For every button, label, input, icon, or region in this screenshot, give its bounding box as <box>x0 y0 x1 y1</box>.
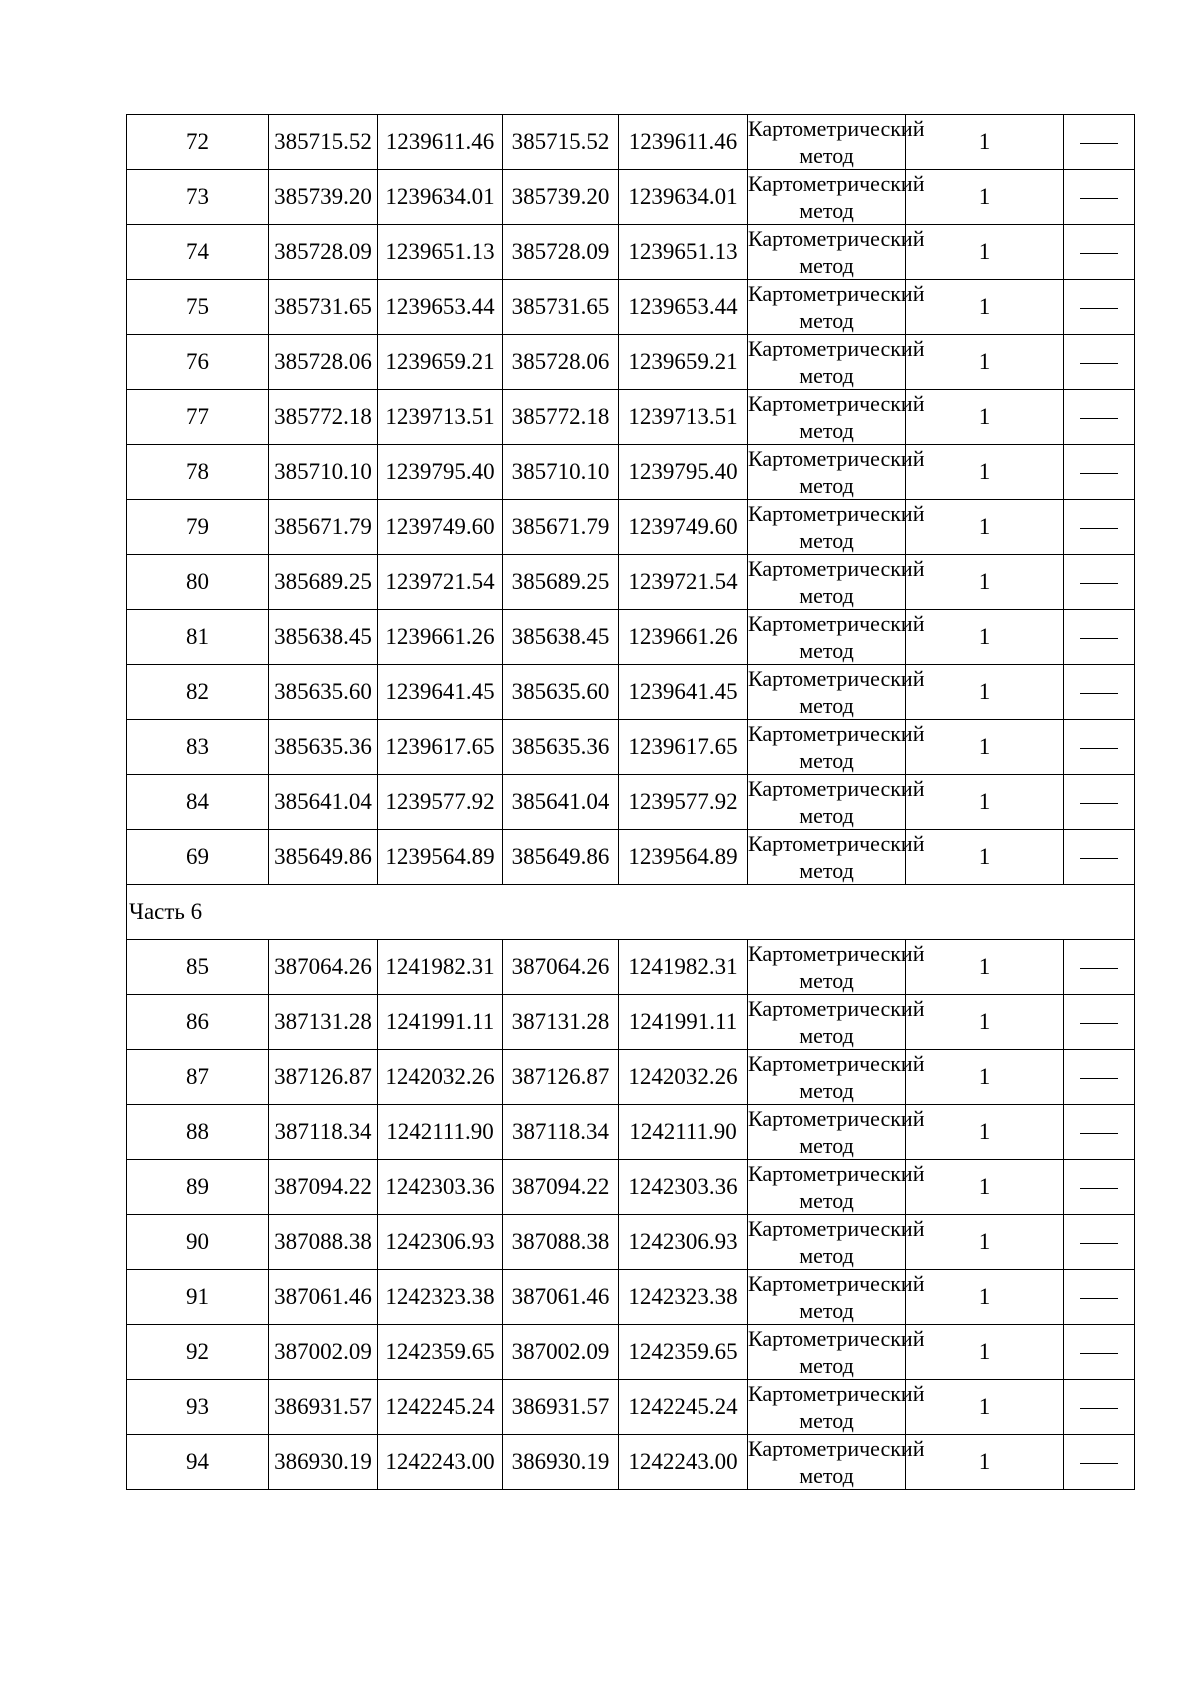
accuracy-cell: 1 <box>906 555 1064 610</box>
table-row <box>127 830 1135 885</box>
accuracy-cell: 1 <box>906 995 1064 1050</box>
accuracy-cell: 1 <box>906 1105 1064 1160</box>
note-cell <box>1064 995 1135 1050</box>
dash-mark <box>1080 1298 1118 1299</box>
accuracy-cell: 1 <box>906 115 1064 170</box>
coordinates-table <box>126 114 1135 1490</box>
note-cell <box>1064 335 1135 390</box>
method-cell: Картометрический метод <box>748 281 925 333</box>
note-cell <box>1064 830 1135 885</box>
note-cell <box>1064 1105 1135 1160</box>
accuracy-cell: 1 <box>906 940 1064 995</box>
accuracy-cell: 1 <box>906 170 1064 225</box>
point-number-cell: 93 <box>127 1380 269 1435</box>
dash-mark <box>1080 198 1118 199</box>
y-refined-cell: 1239611.46 <box>619 115 748 170</box>
point-number-cell: 85 <box>127 940 269 995</box>
x-existing-cell: 385715.52 <box>269 115 378 170</box>
x-existing-cell: 387126.87 <box>269 1050 378 1105</box>
table-row <box>127 170 1135 225</box>
method-cell: Картометрический метод <box>748 556 925 608</box>
y-existing-cell: 1239653.44 <box>378 280 503 335</box>
note-cell <box>1064 555 1135 610</box>
y-refined-cell: 1239659.21 <box>619 335 748 390</box>
y-existing-cell: 1242303.36 <box>378 1160 503 1215</box>
section-label: Часть 6 <box>127 885 1135 940</box>
point-number-cell: 73 <box>127 170 269 225</box>
x-refined-cell: 387064.26 <box>503 940 619 995</box>
x-existing-cell: 387088.38 <box>269 1215 378 1270</box>
point-number-cell: 83 <box>127 720 269 775</box>
x-refined-cell: 387002.09 <box>503 1325 619 1380</box>
point-number-cell: 91 <box>127 1270 269 1325</box>
method-cell: Картометрический метод <box>748 226 925 278</box>
accuracy-cell: 1 <box>906 335 1064 390</box>
accuracy-cell: 1 <box>906 665 1064 720</box>
dash-mark <box>1080 693 1118 694</box>
x-refined-cell: 386931.57 <box>503 1380 619 1435</box>
method-cell: Картометрический метод <box>748 1271 925 1323</box>
x-existing-cell: 385641.04 <box>269 775 378 830</box>
table-row <box>127 775 1135 830</box>
point-number-cell: 94 <box>127 1435 269 1490</box>
table-row <box>127 555 1135 610</box>
table-row <box>127 1050 1135 1105</box>
y-existing-cell: 1239651.13 <box>378 225 503 280</box>
x-existing-cell: 385710.10 <box>269 445 378 500</box>
accuracy-cell: 1 <box>906 610 1064 665</box>
method-cell: Картометрический метод <box>748 776 925 828</box>
dash-mark <box>1080 1353 1118 1354</box>
method-cell: Картометрический метод <box>748 1106 925 1158</box>
table-row <box>127 940 1135 995</box>
x-existing-cell: 387064.26 <box>269 940 378 995</box>
table-row <box>127 335 1135 390</box>
x-refined-cell: 385728.06 <box>503 335 619 390</box>
method-cell: Картометрический метод <box>748 446 925 498</box>
y-existing-cell: 1239661.26 <box>378 610 503 665</box>
y-refined-cell: 1242243.00 <box>619 1435 748 1490</box>
table-row <box>127 610 1135 665</box>
x-existing-cell: 386930.19 <box>269 1435 378 1490</box>
table-row <box>127 1270 1135 1325</box>
point-number-cell: 77 <box>127 390 269 445</box>
x-existing-cell: 385638.45 <box>269 610 378 665</box>
dash-mark <box>1080 1133 1118 1134</box>
accuracy-cell: 1 <box>906 1380 1064 1435</box>
y-existing-cell: 1239659.21 <box>378 335 503 390</box>
dash-mark <box>1080 748 1118 749</box>
accuracy-cell: 1 <box>906 1325 1064 1380</box>
table-row <box>127 665 1135 720</box>
note-cell <box>1064 610 1135 665</box>
y-refined-cell: 1242245.24 <box>619 1380 748 1435</box>
method-cell: Картометрический метод <box>748 116 925 168</box>
point-number-cell: 72 <box>127 115 269 170</box>
table-row <box>127 1215 1135 1270</box>
x-existing-cell: 387118.34 <box>269 1105 378 1160</box>
x-existing-cell: 387061.46 <box>269 1270 378 1325</box>
point-number-cell: 92 <box>127 1325 269 1380</box>
accuracy-cell: 1 <box>906 775 1064 830</box>
point-number-cell: 90 <box>127 1215 269 1270</box>
method-cell: Картометрический метод <box>748 1436 925 1488</box>
note-cell <box>1064 720 1135 775</box>
table-row <box>127 995 1135 1050</box>
y-refined-cell: 1239749.60 <box>619 500 748 555</box>
point-number-cell: 75 <box>127 280 269 335</box>
y-existing-cell: 1239611.46 <box>378 115 503 170</box>
y-refined-cell: 1242111.90 <box>619 1105 748 1160</box>
table-row <box>127 225 1135 280</box>
y-refined-cell: 1239653.44 <box>619 280 748 335</box>
dash-mark <box>1080 1243 1118 1244</box>
method-cell: Картометрический метод <box>748 1216 925 1268</box>
y-existing-cell: 1239795.40 <box>378 445 503 500</box>
x-existing-cell: 385671.79 <box>269 500 378 555</box>
note-cell <box>1064 1215 1135 1270</box>
method-cell: Картометрический метод <box>748 1051 925 1103</box>
y-existing-cell: 1239577.92 <box>378 775 503 830</box>
x-refined-cell: 385649.86 <box>503 830 619 885</box>
table-row <box>127 445 1135 500</box>
note-cell <box>1064 1050 1135 1105</box>
table-row <box>127 1435 1135 1490</box>
point-number-cell: 84 <box>127 775 269 830</box>
table-row <box>127 390 1135 445</box>
point-number-cell: 88 <box>127 1105 269 1160</box>
x-refined-cell: 387061.46 <box>503 1270 619 1325</box>
note-cell <box>1064 665 1135 720</box>
y-existing-cell: 1242359.65 <box>378 1325 503 1380</box>
x-refined-cell: 385638.45 <box>503 610 619 665</box>
method-cell: Картометрический метод <box>748 391 925 443</box>
y-refined-cell: 1239617.65 <box>619 720 748 775</box>
y-existing-cell: 1241991.11 <box>378 995 503 1050</box>
table-row <box>127 1380 1135 1435</box>
y-refined-cell: 1242303.36 <box>619 1160 748 1215</box>
x-refined-cell: 385635.60 <box>503 665 619 720</box>
y-refined-cell: 1241982.31 <box>619 940 748 995</box>
point-number-cell: 81 <box>127 610 269 665</box>
note-cell <box>1064 1160 1135 1215</box>
y-refined-cell: 1239795.40 <box>619 445 748 500</box>
note-cell <box>1064 280 1135 335</box>
note-cell <box>1064 115 1135 170</box>
dash-mark <box>1080 858 1118 859</box>
x-refined-cell: 385635.36 <box>503 720 619 775</box>
y-existing-cell: 1239721.54 <box>378 555 503 610</box>
y-existing-cell: 1239564.89 <box>378 830 503 885</box>
section-row <box>127 885 1135 940</box>
point-number-cell: 87 <box>127 1050 269 1105</box>
y-existing-cell: 1239641.45 <box>378 665 503 720</box>
x-existing-cell: 385739.20 <box>269 170 378 225</box>
table-row <box>127 280 1135 335</box>
y-refined-cell: 1242306.93 <box>619 1215 748 1270</box>
point-number-cell: 80 <box>127 555 269 610</box>
accuracy-cell: 1 <box>906 1160 1064 1215</box>
y-existing-cell: 1242032.26 <box>378 1050 503 1105</box>
point-number-cell: 74 <box>127 225 269 280</box>
x-refined-cell: 387131.28 <box>503 995 619 1050</box>
x-refined-cell: 385772.18 <box>503 390 619 445</box>
note-cell <box>1064 940 1135 995</box>
accuracy-cell: 1 <box>906 280 1064 335</box>
method-cell: Картометрический метод <box>748 996 925 1048</box>
accuracy-cell: 1 <box>906 830 1064 885</box>
x-existing-cell: 385728.06 <box>269 335 378 390</box>
accuracy-cell: 1 <box>906 1215 1064 1270</box>
dash-mark <box>1080 638 1118 639</box>
note-cell <box>1064 170 1135 225</box>
point-number-cell: 82 <box>127 665 269 720</box>
x-existing-cell: 385689.25 <box>269 555 378 610</box>
method-cell: Картометрический метод <box>748 611 925 663</box>
x-refined-cell: 385728.09 <box>503 225 619 280</box>
method-cell: Картометрический метод <box>748 941 925 993</box>
method-cell: Картометрический метод <box>748 831 925 883</box>
x-existing-cell: 387131.28 <box>269 995 378 1050</box>
note-cell <box>1064 500 1135 555</box>
method-cell: Картометрический метод <box>748 1326 925 1378</box>
x-existing-cell: 385731.65 <box>269 280 378 335</box>
point-number-cell: 76 <box>127 335 269 390</box>
y-existing-cell: 1242323.38 <box>378 1270 503 1325</box>
x-refined-cell: 385710.10 <box>503 445 619 500</box>
x-existing-cell: 385728.09 <box>269 225 378 280</box>
y-existing-cell: 1242245.24 <box>378 1380 503 1435</box>
accuracy-cell: 1 <box>906 1270 1064 1325</box>
x-refined-cell: 385739.20 <box>503 170 619 225</box>
table-row <box>127 500 1135 555</box>
y-refined-cell: 1242323.38 <box>619 1270 748 1325</box>
point-number-cell: 78 <box>127 445 269 500</box>
accuracy-cell: 1 <box>906 445 1064 500</box>
dash-mark <box>1080 143 1118 144</box>
x-existing-cell: 385635.36 <box>269 720 378 775</box>
accuracy-cell: 1 <box>906 225 1064 280</box>
accuracy-cell: 1 <box>906 1050 1064 1105</box>
accuracy-cell: 1 <box>906 390 1064 445</box>
table-body <box>127 115 1135 1490</box>
x-refined-cell: 385715.52 <box>503 115 619 170</box>
y-refined-cell: 1239713.51 <box>619 390 748 445</box>
x-existing-cell: 385635.60 <box>269 665 378 720</box>
table-row <box>127 720 1135 775</box>
y-existing-cell: 1239749.60 <box>378 500 503 555</box>
note-cell <box>1064 445 1135 500</box>
method-cell: Картометрический метод <box>748 171 925 223</box>
table-row <box>127 1325 1135 1380</box>
y-existing-cell: 1239634.01 <box>378 170 503 225</box>
y-existing-cell: 1241982.31 <box>378 940 503 995</box>
y-refined-cell: 1242032.26 <box>619 1050 748 1105</box>
x-existing-cell: 385772.18 <box>269 390 378 445</box>
dash-mark <box>1080 803 1118 804</box>
y-existing-cell: 1239617.65 <box>378 720 503 775</box>
x-refined-cell: 387094.22 <box>503 1160 619 1215</box>
note-cell <box>1064 1380 1135 1435</box>
y-refined-cell: 1239564.89 <box>619 830 748 885</box>
dash-mark <box>1080 968 1118 969</box>
x-existing-cell: 387002.09 <box>269 1325 378 1380</box>
table-row <box>127 115 1135 170</box>
note-cell <box>1064 1270 1135 1325</box>
table-row <box>127 1160 1135 1215</box>
x-refined-cell: 387118.34 <box>503 1105 619 1160</box>
y-refined-cell: 1242359.65 <box>619 1325 748 1380</box>
dash-mark <box>1080 1188 1118 1189</box>
x-refined-cell: 385641.04 <box>503 775 619 830</box>
dash-mark <box>1080 363 1118 364</box>
y-refined-cell: 1239651.13 <box>619 225 748 280</box>
note-cell <box>1064 775 1135 830</box>
table-row <box>127 1105 1135 1160</box>
note-cell <box>1064 225 1135 280</box>
dash-mark <box>1080 473 1118 474</box>
method-cell: Картометрический метод <box>748 1381 925 1433</box>
x-existing-cell: 385649.86 <box>269 830 378 885</box>
dash-mark <box>1080 308 1118 309</box>
point-number-cell: 79 <box>127 500 269 555</box>
x-refined-cell: 386930.19 <box>503 1435 619 1490</box>
y-existing-cell: 1242111.90 <box>378 1105 503 1160</box>
point-number-cell: 89 <box>127 1160 269 1215</box>
method-cell: Картометрический метод <box>748 336 925 388</box>
y-refined-cell: 1239641.45 <box>619 665 748 720</box>
dash-mark <box>1080 1408 1118 1409</box>
accuracy-cell: 1 <box>906 500 1064 555</box>
accuracy-cell: 1 <box>906 1435 1064 1490</box>
y-refined-cell: 1239661.26 <box>619 610 748 665</box>
dash-mark <box>1080 418 1118 419</box>
dash-mark <box>1080 583 1118 584</box>
y-refined-cell: 1239577.92 <box>619 775 748 830</box>
dash-mark <box>1080 1078 1118 1079</box>
method-cell: Картометрический метод <box>748 1161 925 1213</box>
dash-mark <box>1080 1023 1118 1024</box>
x-refined-cell: 385689.25 <box>503 555 619 610</box>
x-existing-cell: 387094.22 <box>269 1160 378 1215</box>
y-refined-cell: 1239721.54 <box>619 555 748 610</box>
method-cell: Картометрический метод <box>748 666 925 718</box>
y-refined-cell: 1239634.01 <box>619 170 748 225</box>
x-refined-cell: 387088.38 <box>503 1215 619 1270</box>
method-cell: Картометрический метод <box>748 721 925 773</box>
y-existing-cell: 1242243.00 <box>378 1435 503 1490</box>
y-existing-cell: 1242306.93 <box>378 1215 503 1270</box>
accuracy-cell: 1 <box>906 720 1064 775</box>
point-number-cell: 69 <box>127 830 269 885</box>
x-refined-cell: 387126.87 <box>503 1050 619 1105</box>
x-refined-cell: 385671.79 <box>503 500 619 555</box>
dash-mark <box>1080 253 1118 254</box>
y-refined-cell: 1241991.11 <box>619 995 748 1050</box>
dash-mark <box>1080 528 1118 529</box>
point-number-cell: 86 <box>127 995 269 1050</box>
x-existing-cell: 386931.57 <box>269 1380 378 1435</box>
y-existing-cell: 1239713.51 <box>378 390 503 445</box>
note-cell <box>1064 1435 1135 1490</box>
x-refined-cell: 385731.65 <box>503 280 619 335</box>
note-cell <box>1064 1325 1135 1380</box>
dash-mark <box>1080 1463 1118 1464</box>
note-cell <box>1064 390 1135 445</box>
method-cell: Картометрический метод <box>748 501 925 553</box>
